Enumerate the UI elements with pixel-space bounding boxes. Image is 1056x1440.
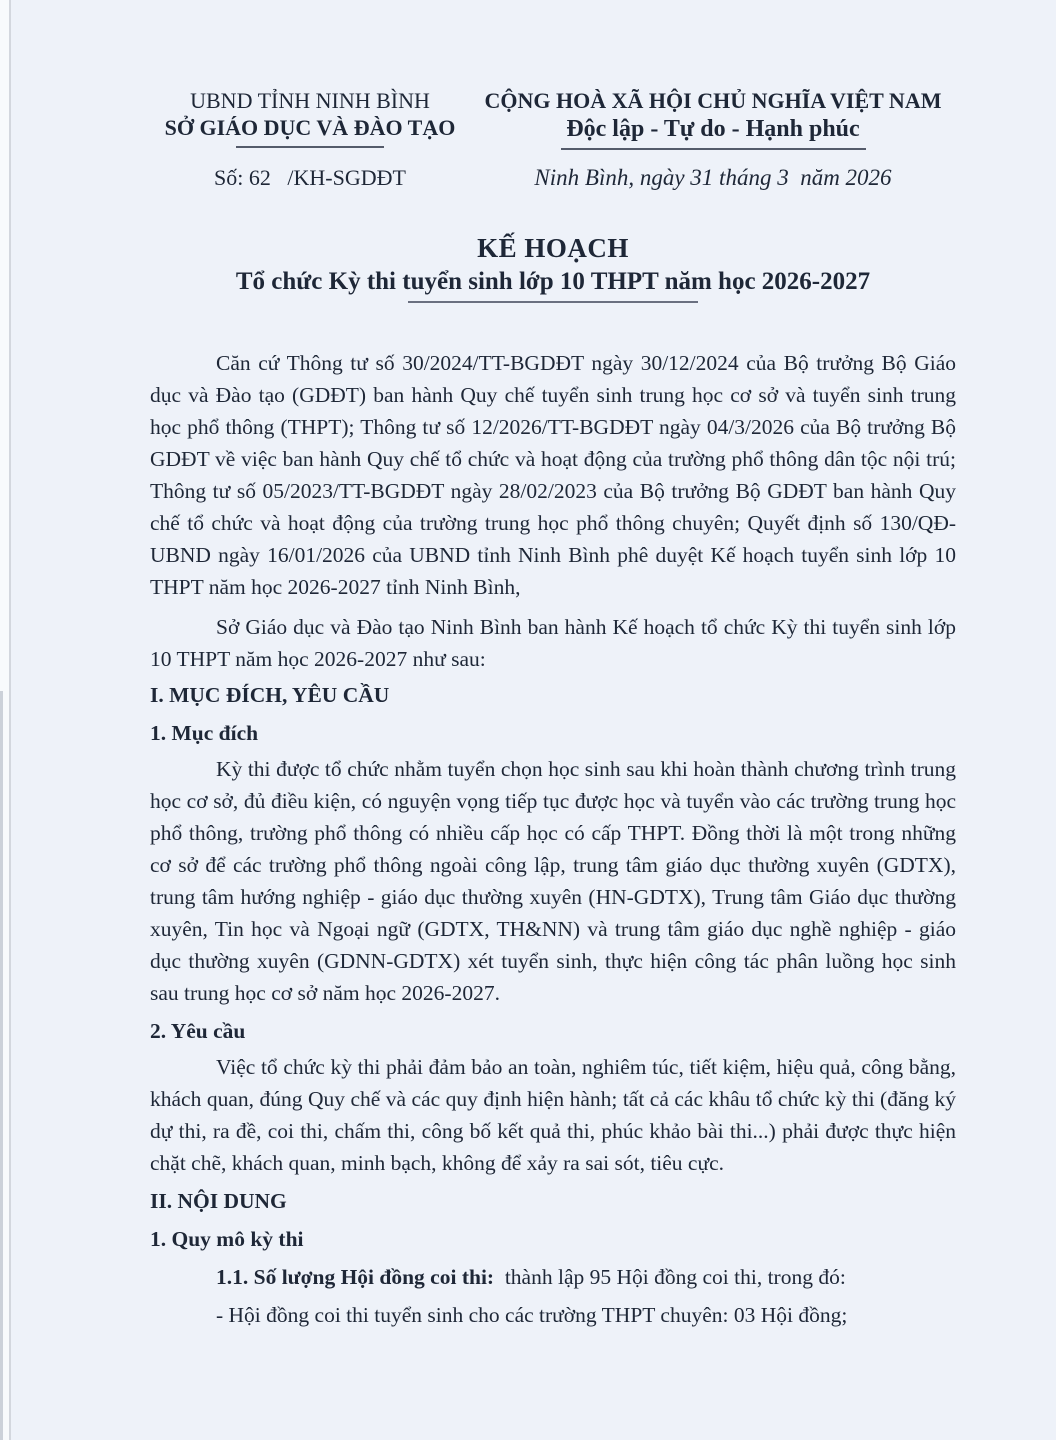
subsection-purpose-heading: 1. Mục đích [150, 721, 259, 745]
item-1-1-exam-councils [150, 1261, 956, 1293]
document-title: KẾ HOẠCH [477, 233, 629, 263]
header-issuing-authority [150, 88, 470, 192]
header-national-motto [470, 88, 956, 192]
subsection-scale-heading: 1. Quy mô kỳ thi [150, 1227, 304, 1251]
parent-org-name: UBND TỈNH NINH BÌNH [190, 88, 430, 113]
item-1-1-text: thành lập 95 Hội đồng coi thi, trong đó: [494, 1265, 846, 1289]
paragraph-requirements: Việc tổ chức kỳ thi phải đảm bảo an toàn, nghiêm túc, tiết kiệm, hiệu quả, công bằng, khách quan, đúng Quy chế và các quy định hiện hành; tất cả các khâu tổ chức kỳ thi (đăng ký dự thi, ra đề, coi thi, chấm thi, công bố kết quả thi, phúc khảo bài thi...) phải được thực hiện chặt chẽ, khách quan, minh bạch, không để xảy ra sai sót, tiêu cực. [150, 1055, 956, 1175]
paragraph-legal-basis: Căn cứ Thông tư số 30/2024/TT-BGDĐT ngày 30/12/2024 của Bộ trưởng Bộ Giáo dục và Đào tạo (GDĐT) ban hành Quy chế tuyển sinh trung học cơ sở và tuyển sinh trung học phổ thông (THPT); Thông tư số 12/2026/TT-BGDĐT ngày 04/3/2026 của Bộ trưởng Bộ GDĐT về việc ban hành Quy chế tổ chức và hoạt động của trường phổ thông dân tộc nội trú; Thông tư số 05/2023/TT-BGDĐT ngày 28/02/2023 của Bộ trưởng Bộ GDĐT ban hành Quy chế tổ chức và hoạt động của trường trung học phổ thông chuyên; Quyết định số 130/QĐ-UBND ngày 16/01/2026 của UBND tỉnh Ninh Bình phê duyệt Kế hoạch tuyển sinh lớp 10 THPT năm học 2026-2027 tỉnh Ninh Bình, [150, 351, 956, 599]
document-header [150, 88, 956, 192]
section-2-heading: II. NỘI DUNG [150, 1189, 287, 1213]
section-1-heading: I. MỤC ĐÍCH, YÊU CẦU [150, 683, 390, 707]
document-subtitle: Tổ chức Kỳ thi tuyển sinh lớp 10 THPT năm học 2026-2027 [235, 268, 871, 295]
paragraph-purpose: Kỳ thi được tổ chức nhằm tuyển chọn học sinh sau khi hoàn thành chương trình trung học cơ sở, đủ điều kiện, có nguyện vọng tiếp tục được học và tuyển vào các trường trung học phổ thông, trường phổ thông có nhiều cấp học có cấp THPT. Đồng thời là một trong những cơ sở để các trường phổ thông ngoài công lập, trung tâm giáo dục thường xuyên (GDTX), trung tâm hướng nghiệp - giáo dục thường xuyên (HN-GDTX), Trung tâm Giáo dục thường xuyên, Tin học và Ngoại ngữ (GDTX, TH&NN) và trung tâm giáo dục nghề nghiệp - giáo dục thường xuyên (GDNN-GDTX) xét tuyển sinh, thực hiện công tác phân luồng học sinh sau trung học cơ sở năm học 2026-2027. [150, 757, 956, 1005]
paragraph-issuance: Sở Giáo dục và Đào tạo Ninh Bình ban hành Kế hoạch tổ chức Kỳ thi tuyển sinh lớp 10 THPT năm học 2026-2027 như sau: [150, 615, 956, 671]
motto-underline [561, 148, 866, 150]
scan-edge [0, 0, 11, 1440]
document-content [150, 88, 956, 1331]
subtitle-underline [408, 301, 698, 303]
place-date-line: Ninh Bình, ngày 31 tháng 3 năm 2026 [534, 165, 892, 190]
document-number: Số: 62 /KH-SGDĐT [214, 165, 406, 190]
document-body [150, 347, 956, 1331]
national-motto: Độc lập - Tự do - Hạnh phúc [566, 116, 860, 142]
item-1-1-label: 1.1. Số lượng Hội đồng coi thi: [216, 1265, 495, 1289]
scan-edge-shadow [0, 691, 3, 1440]
bullet-chuyen-councils: - Hội đồng coi thi tuyển sinh cho các trường THPT chuyên: 03 Hội đồng; [216, 1303, 848, 1327]
national-title: CỘNG HOÀ XÃ HỘI CHỦ NGHĨA VIỆT NAM [484, 88, 942, 113]
issuing-org-underline [236, 146, 384, 148]
subsection-requirements-heading: 2. Yêu cầu [150, 1019, 246, 1043]
title-block [150, 232, 956, 303]
issuing-org-name: SỞ GIÁO DỤC VÀ ĐÀO TẠO [164, 115, 456, 140]
